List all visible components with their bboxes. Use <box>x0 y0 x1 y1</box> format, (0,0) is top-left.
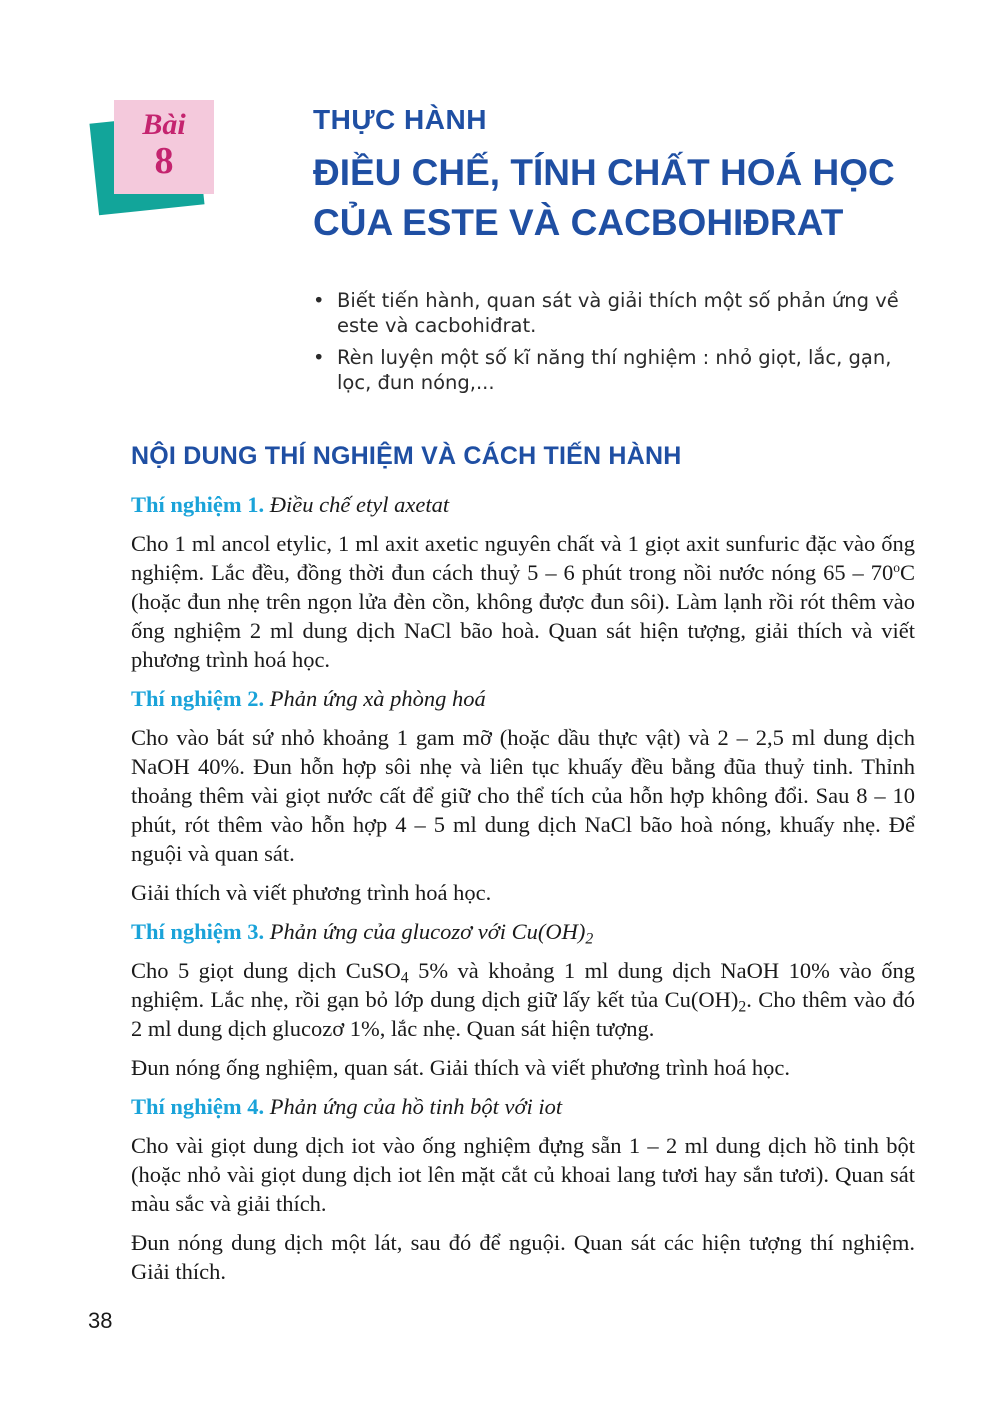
degree-superscript: o <box>893 559 900 575</box>
experiment-1-paragraph <box>131 529 915 674</box>
lesson-badge <box>88 96 218 226</box>
paragraph-text: Cho 5 giọt dung dịch CuSO <box>131 958 401 983</box>
lesson-title <box>313 148 953 248</box>
experiment-title-text: Phản ứng của glucozơ với Cu(OH) <box>269 919 586 944</box>
lesson-title-line-1: ĐIỀU CHẾ, TÍNH CHẤT HOÁ HỌC <box>313 152 895 193</box>
objective-item <box>313 288 923 338</box>
experiment-title <box>269 919 594 948</box>
experiment-4-heading <box>131 1092 915 1121</box>
objective-text: Rèn luyện một số kĩ năng thí nghiệm : nhỏ giọt, lắc, gạn, lọc, đun nóng,... <box>337 346 892 394</box>
badge-word: Bài <box>142 108 186 141</box>
paragraph-text: Cho 1 ml ancol etylic, 1 ml axit axetic nguyên chất và 1 giọt axit sunfuric đặc vào ống nghiệm. Lắc đều, đồng thời đun cách thuỷ 5 – 6 phút trong nồi nước nóng 65 – 70 <box>131 531 915 585</box>
paragraph-text: C (hoặc đun nhẹ trên ngọn lửa đèn cồn, không được đun sôi). Làm lạnh rồi rót thêm vào ống nghiệm 2 ml dung dịch NaCl bão hoà. Quan sát hiện tượng, giải thích và viết phương trình hoá học. <box>131 560 915 672</box>
experiment-title: Phản ứng của hồ tinh bột với iot <box>269 1094 563 1119</box>
lesson-kicker: THỰC HÀNH <box>313 104 487 135</box>
experiment-3-conclusion: Đun nóng ống nghiệm, quan sát. Giải thích và viết phương trình hoá học. <box>131 1055 790 1080</box>
experiments-content <box>131 490 915 1296</box>
experiment-label: Thí nghiệm 2. <box>131 686 265 711</box>
experiment-title: Phản ứng xà phòng hoá <box>269 686 486 711</box>
formula-subscript: 2 <box>738 998 747 1016</box>
experiment-3-heading <box>131 917 915 946</box>
experiment-label: Thí nghiệm 1. <box>131 492 265 517</box>
bullet-icon: • <box>313 346 325 369</box>
experiment-4-conclusion: Đun nóng dung dịch một lát, sau đó để nguội. Quan sát các hiện tượng thí nghiệm. Giải thích. <box>131 1230 915 1284</box>
badge-number: 8 <box>154 140 174 182</box>
objective-item <box>313 345 923 395</box>
experiment-1-heading <box>131 490 915 519</box>
experiment-2-conclusion: Giải thích và viết phương trình hoá học. <box>131 880 492 905</box>
experiment-2-paragraph: Cho vào bát sứ nhỏ khoảng 1 gam mỡ (hoặc dầu thực vật) và 2 – 2,5 ml dung dịch NaOH 40%. Đun hỗn hợp sôi nhẹ và liên tục khuấy đều bằng đũa thuỷ tinh. Thỉnh thoảng thêm vài giọt nước cất để giữ cho thể tích của hỗn hợp không đổi. Sau 8 – 10 phút, rót thêm vào hỗn hợp 4 – 5 ml dung dịch NaCl bão hoà nóng, khuấy nhẹ. Để nguội và quan sát. <box>131 725 915 866</box>
experiment-4-paragraph: Cho vài giọt dung dịch iot vào ống nghiệm đựng sẵn 1 – 2 ml dung dịch hồ tinh bột (hoặc nhỏ vài giọt dung dịch iot lên mặt cắt củ khoai lang tươi hay sắn tươi). Quan sát màu sắc và giải thích. <box>131 1133 915 1216</box>
objective-text: Biết tiến hành, quan sát và giải thích một số phản ứng về este và cacbohiđrat. <box>337 289 899 337</box>
experiment-label: Thí nghiệm 3. <box>131 919 265 944</box>
experiment-2-heading <box>131 684 915 713</box>
experiment-label: Thí nghiệm 4. <box>131 1094 265 1119</box>
lesson-title-line-2: CỦA ESTE VÀ CACBOHIĐRAT <box>313 202 844 243</box>
experiment-3-paragraph <box>131 956 915 1043</box>
objectives-list <box>313 288 923 402</box>
badge-pink-card <box>114 100 214 194</box>
experiment-title: Điều chế etyl axetat <box>269 492 450 517</box>
paragraph-text: . Cho thêm vào đó 2 ml dung dịch glucozơ 1%, lắc nhẹ. Quan sát hiện tượng. <box>131 987 916 1041</box>
page-number: 38 <box>88 1308 113 1333</box>
bullet-icon: • <box>313 289 325 312</box>
formula-subscript: 2 <box>585 930 594 948</box>
lesson-title-block <box>313 100 953 248</box>
section-heading: NỘI DUNG THÍ NGHIỆM VÀ CÁCH TIẾN HÀNH <box>131 442 682 470</box>
paragraph-text: 5% và khoảng 1 ml dung dịch NaOH 10% vào ống nghiệm. Lắc nhẹ, rồi gạn bỏ lớp dung dịch giữ lấy kết tủa Cu(OH) <box>131 958 915 1012</box>
formula-subscript: 4 <box>400 969 409 987</box>
